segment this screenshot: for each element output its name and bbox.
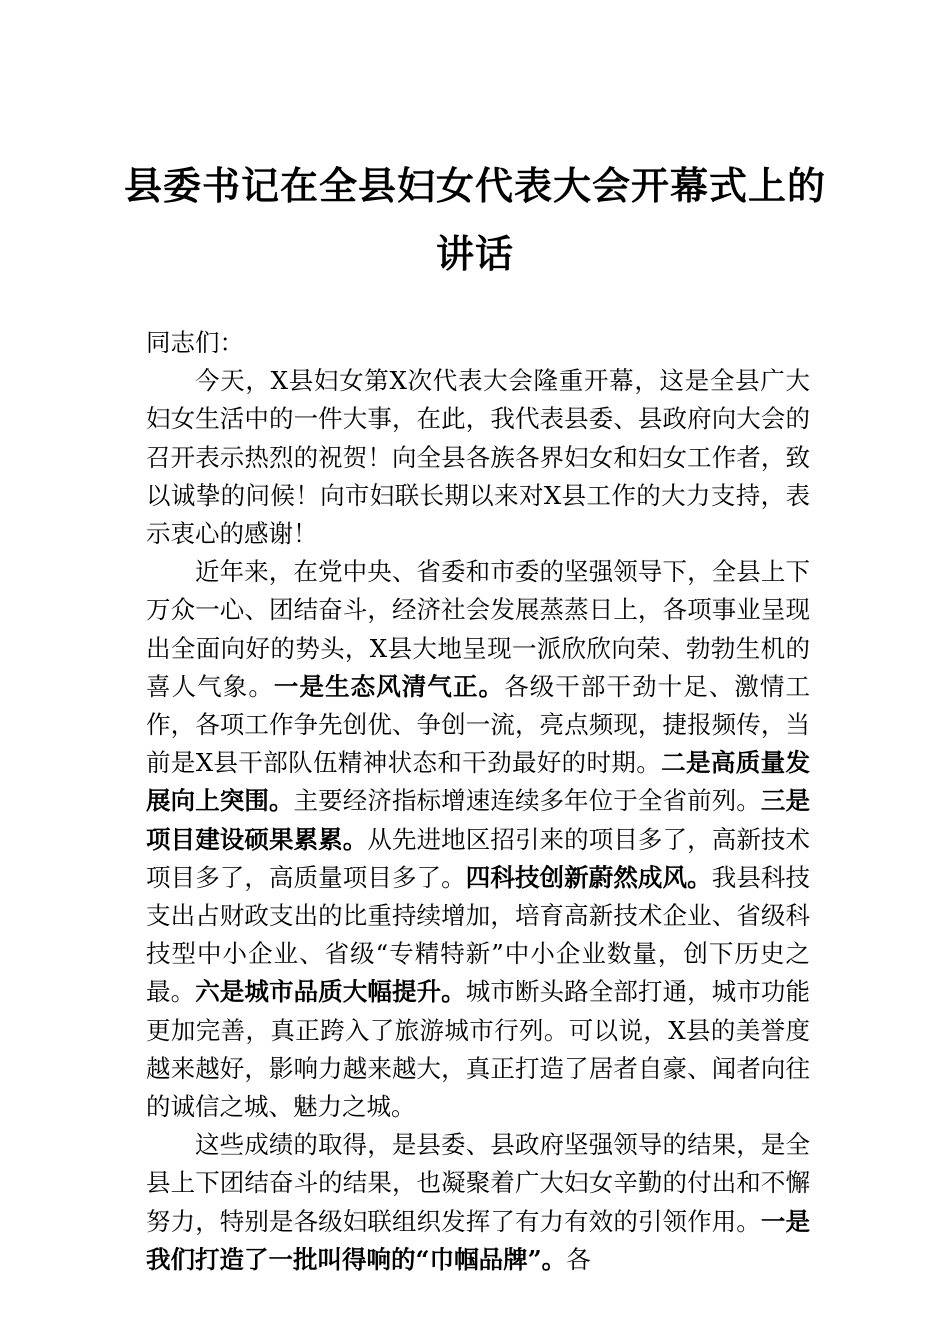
paragraph-1-text: 今天，X县妇女第X次代表大会隆重开幕，这是全县广大妇女生活中的一件大事，在此，我代表县委、县政府向大会的召开表示热烈的祝贺！向全县各族各界妇女和妇女工作者，致以诚挚的问候！向市妇联长期以来对X县工作的大力支持，表示衷心的感谢！ bbox=[146, 366, 810, 549]
paragraph-2-text-c: 各级干部干劲十足、激情工作，各项工作争先创优、争创一流，亮点频现，捷报频传，当前是X县干部队伍精神状态和干劲最好的时期。 bbox=[146, 671, 811, 778]
highlight-development: 二是高质量发展向上突围。 bbox=[146, 748, 810, 816]
paragraph-1 bbox=[146, 362, 810, 553]
document-title-line-2: 讲话 bbox=[435, 231, 514, 276]
highlight-innovation: 四科技创新蔚然成风。 bbox=[465, 862, 712, 892]
paragraph-3-text-c: 各 bbox=[566, 1244, 591, 1274]
highlight-ecology: 一是生态风清气正。 bbox=[273, 671, 505, 701]
paragraph-2 bbox=[146, 553, 810, 1126]
highlight-projects: 三是项目建设硕果累累。 bbox=[146, 786, 811, 854]
document-title-line-1: 县委书记在全县妇女代表大会开幕式上的 bbox=[123, 163, 826, 208]
paragraph-2-text-i: 我县科技支出占财政支出的比重持续增加，培育高新技术企业、省级科技型中小企业、省级“专精特新”中小企业数量，创下历史之最。 bbox=[146, 862, 811, 1007]
highlight-brand: 一是我们打造了一批叫得响的“巾帼品牌”。 bbox=[146, 1206, 811, 1274]
highlight-city-quality: 六是城市品质大幅提升。 bbox=[195, 977, 466, 1007]
salutation: 同志们： bbox=[146, 328, 244, 357]
paragraph-2-text-e: 主要经济指标增速连续多年位于全省前列。 bbox=[293, 786, 761, 816]
paragraph-2-text-k: 城市断头路全部打通，城市功能更加完善，真正跨入了旅游城市行列。可以说，X县的美誉度越来越好，影响力越来越大，真正打造了居者自豪、闻者向往的诚信之城、魅力之城。 bbox=[146, 977, 811, 1122]
document-body bbox=[146, 324, 810, 1279]
paragraph-2-text-a: 近年来，在党中央、省委和市委的坚强领导下，全县上下万众一心、团结奋斗，经济社会发展蒸蒸日上，各项事业呈现出全面向好的势头，X县大地呈现一派欣欣向荣、勃勃生机的喜人气象。 bbox=[146, 557, 810, 701]
paragraph-3 bbox=[146, 1126, 810, 1279]
paragraph-3-text-a: 这些成绩的取得，是县委、县政府坚强领导的结果，是全县上下团结奋斗的结果，也凝聚着广大妇女辛勤的付出和不懈努力，特别是各级妇联组织发挥了有力有效的引领作用。 bbox=[146, 1130, 810, 1236]
paragraph-2-text-g: 从先进地区招引来的项目多了，高新技术项目多了，高质量项目多了。 bbox=[146, 824, 811, 892]
